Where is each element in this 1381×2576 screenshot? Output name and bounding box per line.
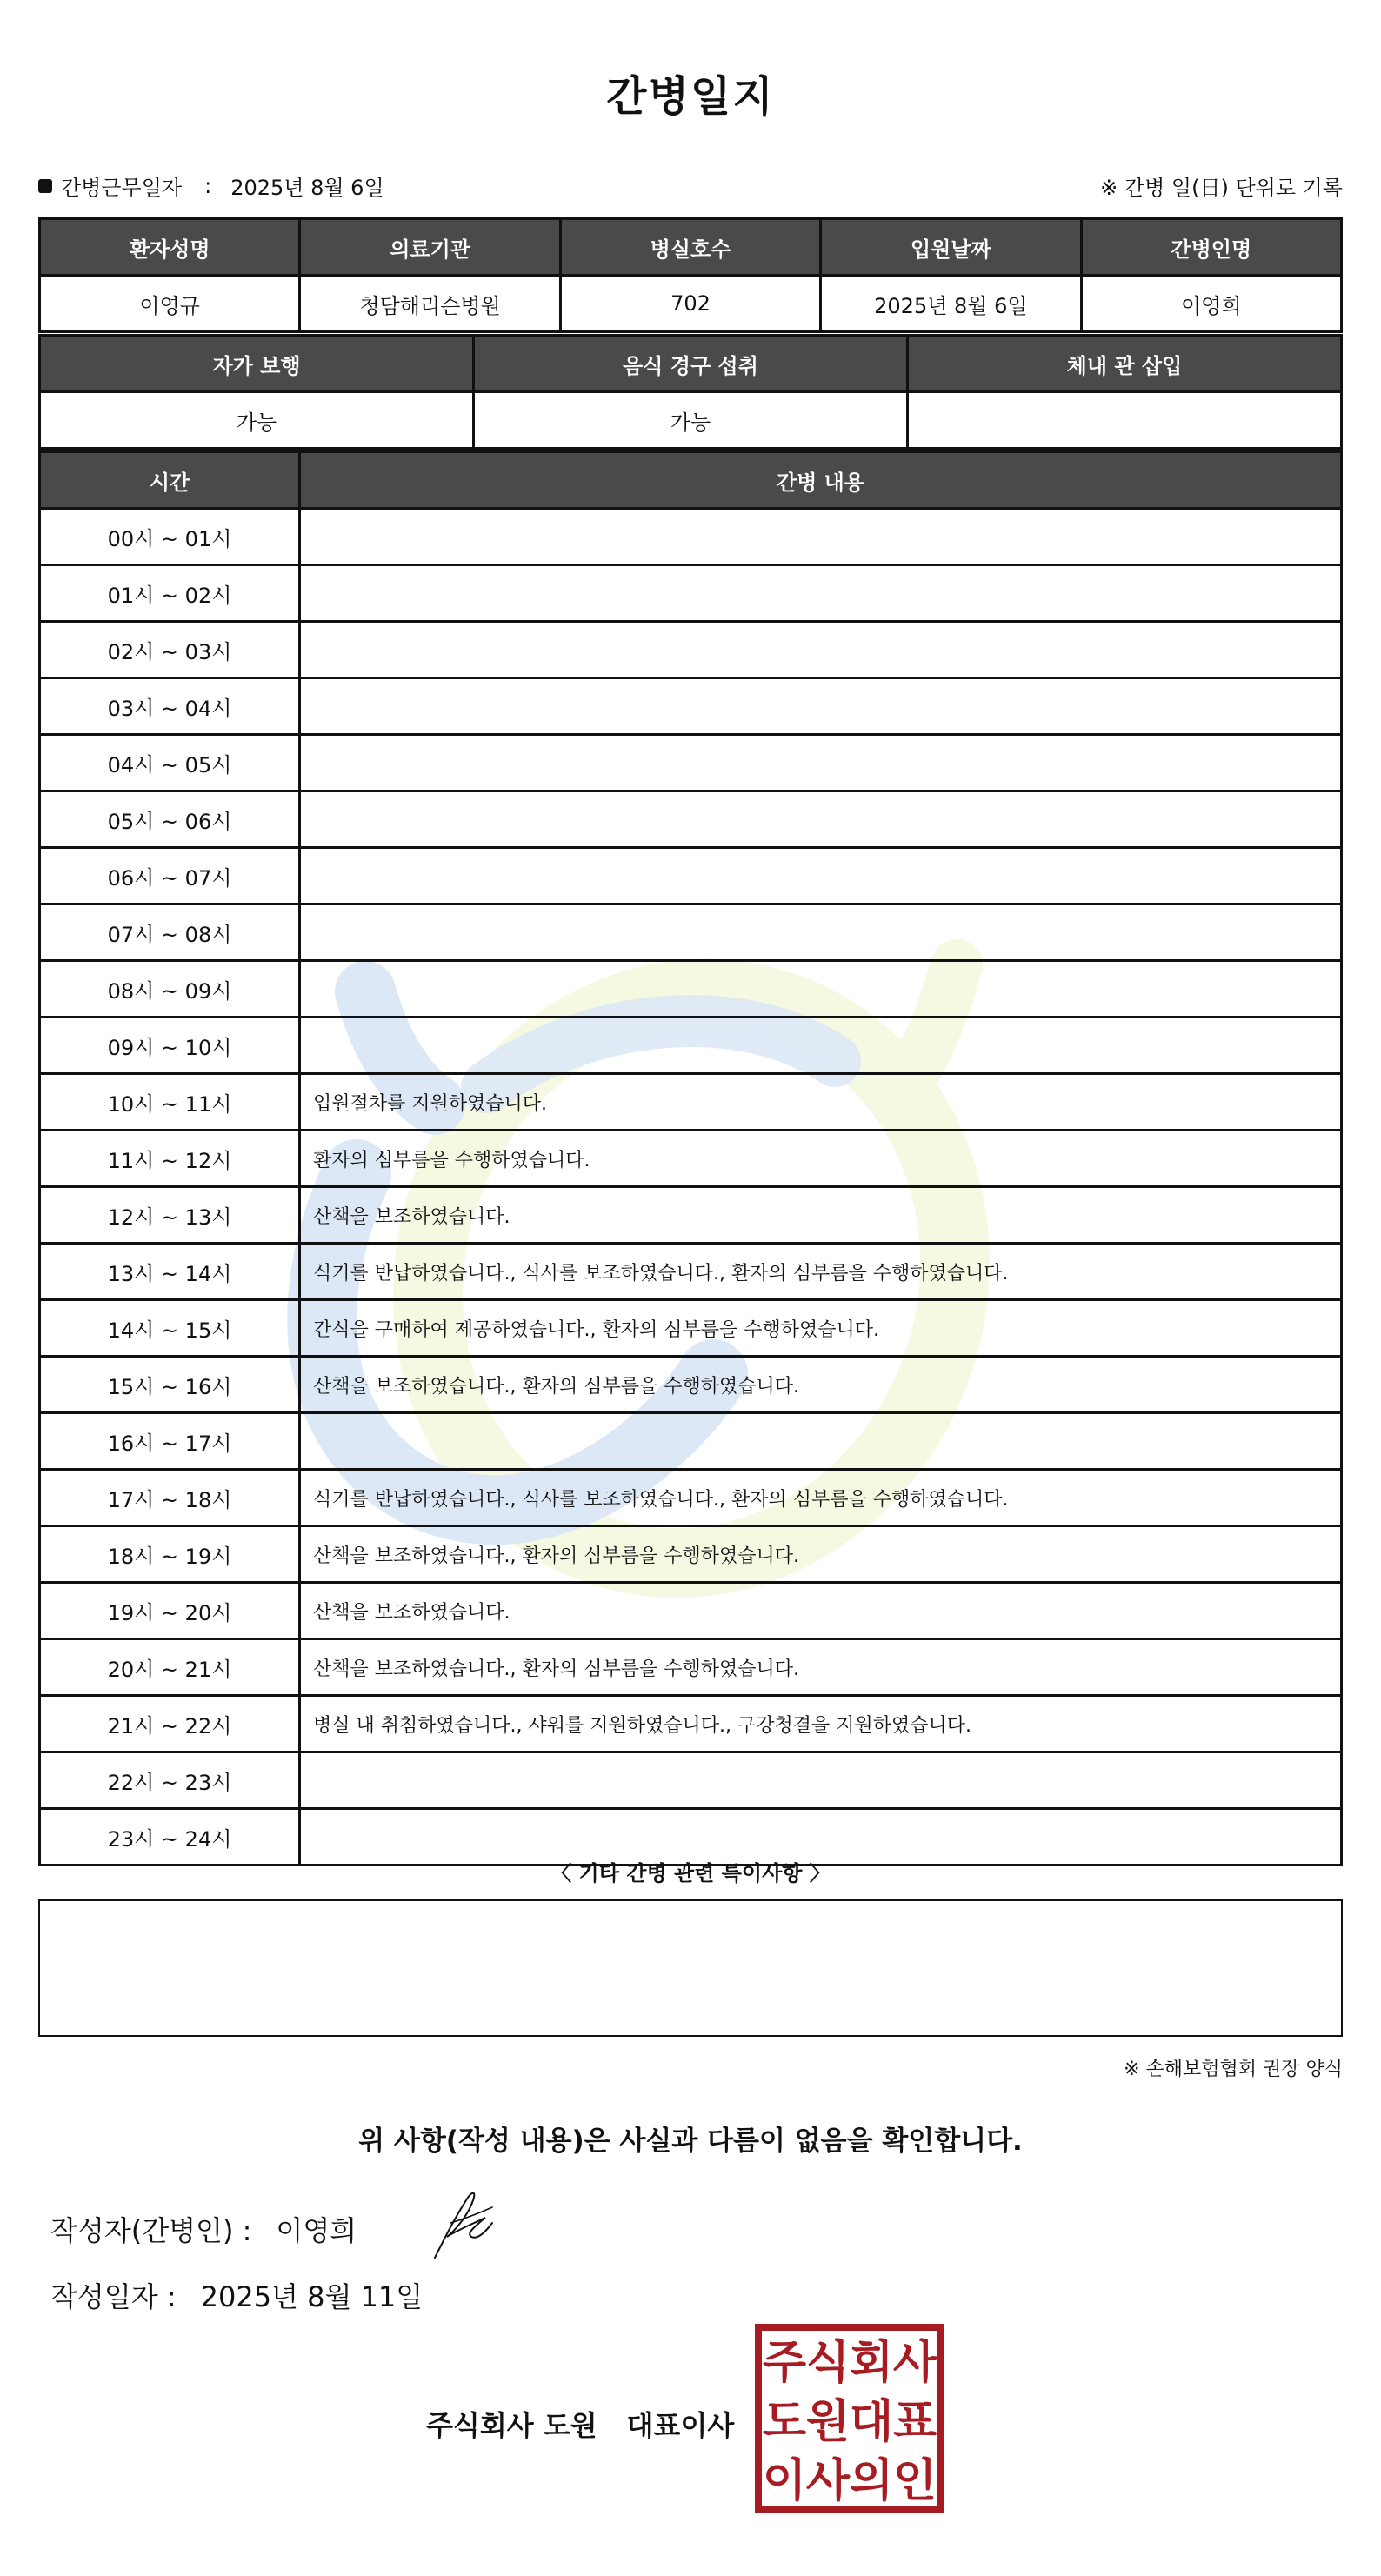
patient-status-value-row [40, 392, 1342, 449]
care-log-row [40, 1526, 1342, 1583]
care-content-cell: 산책을 보조하였습니다., 환자의 심부름을 수행하였습니다. [300, 1357, 1342, 1413]
form-source-note: ※ 손해보험협회 권장 양식 [1124, 2059, 1343, 2080]
patient-status-table [38, 334, 1343, 450]
admission-date-value: 2025년 8월 6일 [821, 276, 1081, 332]
written-date-label: 작성일자 : [50, 2280, 177, 2313]
patient-info-table [38, 217, 1343, 333]
care-log-row [40, 1809, 1342, 1865]
seal-character: 회 [849, 2337, 894, 2389]
header-time: 시간 [40, 452, 300, 509]
header-oral-intake: 음식 경구 섭취 [474, 336, 908, 392]
time-slot-cell: 16시 ~ 17시 [40, 1413, 300, 1470]
care-log-row [40, 1187, 1342, 1244]
ceo-title: 대표이사 [626, 2409, 735, 2442]
care-content-cell: 산책을 보조하였습니다. [300, 1187, 1342, 1244]
time-slot-cell: 12시 ~ 13시 [40, 1187, 300, 1244]
care-content-cell: 병실 내 취침하였습니다., 샤워를 지원하였습니다., 구강청결을 지원하였습니다. [300, 1696, 1342, 1752]
care-log-row [40, 1413, 1342, 1470]
care-content-cell [300, 622, 1342, 678]
header-care-content: 간병 내용 [300, 452, 1342, 509]
care-content-cell [300, 791, 1342, 848]
care-log-body [40, 509, 1342, 1865]
seal-character: 원 [805, 2396, 851, 2448]
seal-character: 사 [892, 2337, 937, 2389]
time-slot-cell: 18시 ~ 19시 [40, 1526, 300, 1583]
care-log-row [40, 1470, 1342, 1526]
seal-character: 사 [805, 2455, 851, 2507]
time-slot-cell: 10시 ~ 11시 [40, 1074, 300, 1131]
care-log-row [40, 961, 1342, 1018]
time-slot-cell: 05시 ~ 06시 [40, 791, 300, 848]
writer-line [50, 2209, 357, 2249]
care-content-cell [300, 1752, 1342, 1809]
header-tube-insertion: 체내 관 삽입 [908, 336, 1342, 392]
seal-character: 이 [762, 2455, 807, 2507]
confirmation-statement: 위 사항(작성 내용)은 사실과 다름이 없음을 확인합니다. [358, 2126, 1023, 2157]
company-seal-stamp [753, 2322, 946, 2515]
seal-character: 의 [849, 2455, 894, 2507]
care-content-cell: 식기를 반납하였습니다., 식사를 보조하였습니다., 환자의 심부름을 수행하였습니다. [300, 1244, 1342, 1300]
time-slot-cell: 23시 ~ 24시 [40, 1809, 300, 1865]
care-content-cell [300, 961, 1342, 1018]
time-slot-cell: 00시 ~ 01시 [40, 509, 300, 565]
seal-character: 주 [762, 2337, 807, 2389]
care-content-cell: 산책을 보조하였습니다. [300, 1583, 1342, 1639]
written-date-value: 2025년 8월 11일 [200, 2280, 424, 2313]
care-content-cell: 환자의 심부름을 수행하였습니다. [300, 1131, 1342, 1187]
header-admission-date: 입원날짜 [821, 219, 1081, 276]
document-title: 간병일지 [606, 72, 775, 121]
writer-label: 작성자(간병인) : [50, 2214, 252, 2247]
oral-intake-value: 가능 [474, 392, 908, 449]
time-slot-cell: 09시 ~ 10시 [40, 1018, 300, 1074]
time-slot-cell: 08시 ~ 09시 [40, 961, 300, 1018]
header-hospital: 의료기관 [300, 219, 560, 276]
care-content-cell [300, 1413, 1342, 1470]
care-content-cell: 입원절차를 지원하였습니다. [300, 1074, 1342, 1131]
time-slot-cell: 22시 ~ 23시 [40, 1752, 300, 1809]
time-slot-cell: 21시 ~ 22시 [40, 1696, 300, 1752]
care-log-row [40, 848, 1342, 904]
care-content-cell [300, 678, 1342, 735]
care-log-header-row [40, 452, 1342, 509]
care-date-label: 간병근무일자 [61, 176, 183, 200]
patient-info-value-row [40, 276, 1342, 332]
care-log-row [40, 509, 1342, 565]
care-content-cell: 간식을 구매하여 제공하였습니다., 환자의 심부름을 수행하였습니다. [300, 1300, 1342, 1357]
care-log-row [40, 1639, 1342, 1696]
time-slot-cell: 14시 ~ 15시 [40, 1300, 300, 1357]
care-log-row [40, 735, 1342, 791]
header-caregiver-name: 간병인명 [1081, 219, 1341, 276]
seal-character: 식 [805, 2337, 851, 2389]
bullet-square-icon [38, 179, 52, 193]
time-slot-cell: 20시 ~ 21시 [40, 1639, 300, 1696]
header-patient-name: 환자성명 [40, 219, 300, 276]
care-date-separator: : [204, 173, 212, 198]
care-log-row [40, 1244, 1342, 1300]
time-slot-cell: 03시 ~ 04시 [40, 678, 300, 735]
handwritten-signature [431, 2188, 497, 2261]
time-slot-cell: 11시 ~ 12시 [40, 1131, 300, 1187]
care-content-cell [300, 904, 1342, 961]
care-log-row [40, 678, 1342, 735]
header-self-walking: 자가 보행 [40, 336, 474, 392]
notes-box [38, 1899, 1343, 2037]
care-log-table [38, 450, 1343, 1866]
time-slot-cell: 06시 ~ 07시 [40, 848, 300, 904]
self-walking-value: 가능 [40, 392, 474, 449]
care-date-info [38, 170, 384, 201]
care-log-row [40, 1583, 1342, 1639]
care-content-cell [300, 1018, 1342, 1074]
patient-status-header-row [40, 336, 1342, 392]
time-slot-cell: 13시 ~ 14시 [40, 1244, 300, 1300]
time-slot-cell: 15시 ~ 16시 [40, 1357, 300, 1413]
time-slot-cell: 02시 ~ 03시 [40, 622, 300, 678]
writer-name: 이영희 [276, 2214, 357, 2247]
notes-title: 〈 기타 간병 관련 특이사항 〉 [550, 1861, 831, 1885]
care-content-cell [300, 509, 1342, 565]
header-room-number: 병실호수 [560, 219, 820, 276]
seal-character: 인 [892, 2455, 937, 2507]
care-log-row [40, 1357, 1342, 1413]
seal-character: 표 [892, 2396, 937, 2448]
care-log-row [40, 1752, 1342, 1809]
care-log-row [40, 1074, 1342, 1131]
care-content-cell [300, 848, 1342, 904]
care-content-cell [300, 1809, 1342, 1865]
care-log-row [40, 622, 1342, 678]
care-content-cell: 식기를 반납하였습니다., 식사를 보조하였습니다., 환자의 심부름을 수행하였습니다. [300, 1470, 1342, 1526]
seal-character: 대 [849, 2396, 894, 2448]
patient-info-header-row [40, 219, 1342, 276]
hospital-value: 청담해리슨병원 [300, 276, 560, 332]
care-log-row [40, 565, 1342, 622]
care-date-value: 2025년 8월 6일 [230, 176, 384, 200]
meta-row [38, 170, 1343, 205]
care-log-row [40, 791, 1342, 848]
care-log-row [40, 1131, 1342, 1187]
caregiver-name-value: 이영희 [1081, 276, 1341, 332]
time-slot-cell: 01시 ~ 02시 [40, 565, 300, 622]
care-log-row [40, 1300, 1342, 1357]
written-date-line [50, 2275, 423, 2315]
care-log-row [40, 1696, 1342, 1752]
care-content-cell [300, 565, 1342, 622]
time-slot-cell: 17시 ~ 18시 [40, 1470, 300, 1526]
time-slot-cell: 07시 ~ 08시 [40, 904, 300, 961]
company-name: 주식회사 도원 [426, 2409, 597, 2442]
care-content-cell: 산책을 보조하였습니다., 환자의 심부름을 수행하였습니다. [300, 1526, 1342, 1583]
room-number-value: 702 [560, 276, 820, 332]
seal-character: 도 [762, 2396, 807, 2448]
patient-name-value: 이영규 [40, 276, 300, 332]
daily-record-note: ※ 간병 일(日) 단위로 기록 [1100, 176, 1343, 200]
care-content-cell [300, 735, 1342, 791]
care-content-cell: 산책을 보조하였습니다., 환자의 심부름을 수행하였습니다. [300, 1639, 1342, 1696]
time-slot-cell: 04시 ~ 05시 [40, 735, 300, 791]
care-log-row [40, 904, 1342, 961]
tube-insertion-value [908, 392, 1342, 449]
time-slot-cell: 19시 ~ 20시 [40, 1583, 300, 1639]
company-signature-line [426, 2404, 734, 2444]
care-log-row [40, 1018, 1342, 1074]
